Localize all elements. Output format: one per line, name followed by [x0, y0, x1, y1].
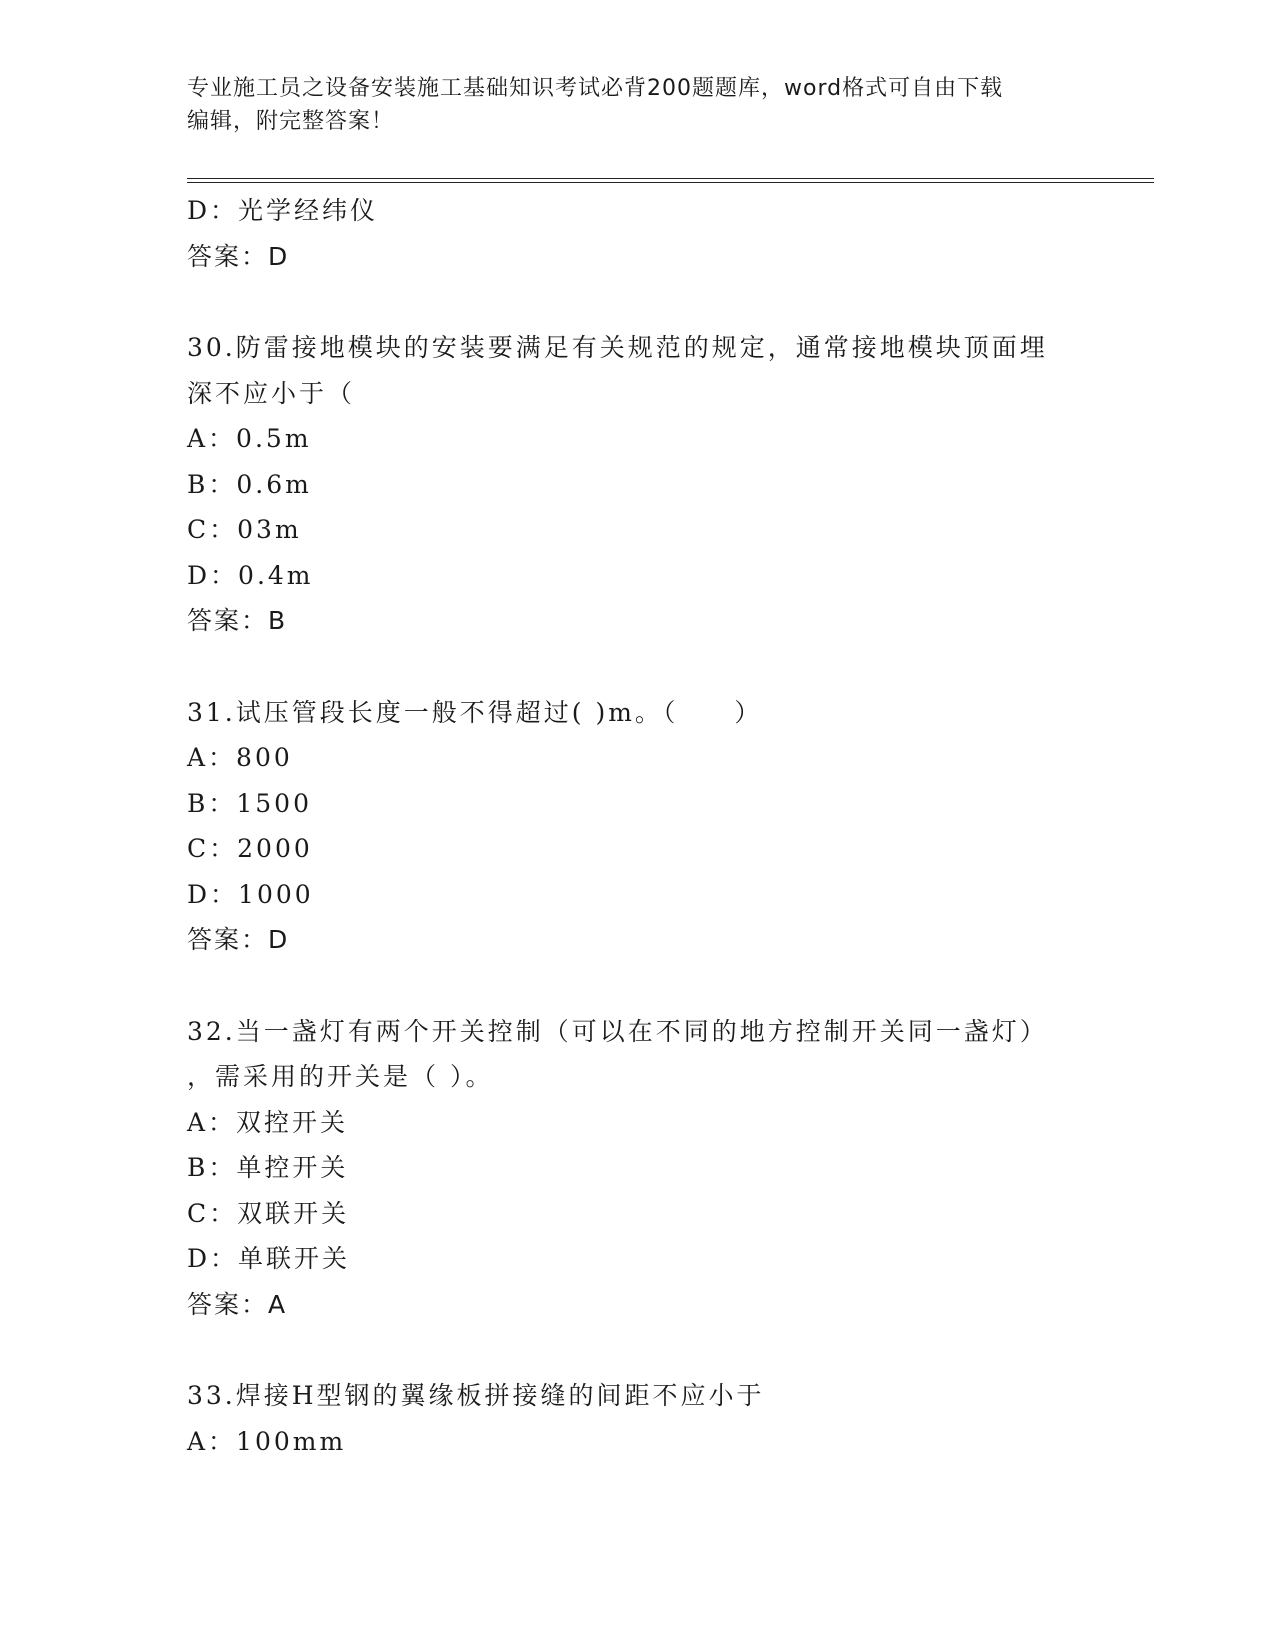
option-b: B：1500 [187, 788, 312, 818]
question-block-32 [187, 1009, 1087, 1328]
header-line-2: 编辑，附完整答案！ [187, 109, 395, 134]
option-a: A：100mm [187, 1426, 347, 1456]
answer-line: 答案：D [187, 241, 290, 271]
option-b: B：单控开关 [187, 1153, 349, 1182]
question-stem-continued: ，需采用的开关是（ ）。 [187, 1062, 494, 1091]
spacer [187, 644, 1087, 690]
option-c: C：03m [187, 515, 302, 544]
question-stem-continued: 深不应小于（ [187, 378, 356, 408]
answer-line: 答案：D [187, 925, 290, 954]
option-c: C：双联开关 [187, 1198, 350, 1228]
question-stem: 32.当一盏灯有两个开关控制（可以在不同的地方控制开关同一盏灯） [187, 1016, 1048, 1046]
spacer [187, 279, 1087, 325]
answer-line: 答案：B [187, 606, 288, 635]
question-block-33 [187, 1373, 1087, 1464]
question-stem: 31.试压管段长度一般不得超过( )m。（ ） [187, 697, 763, 727]
option-b: B：0.6m [187, 469, 312, 499]
option-a: A：双控开关 [187, 1107, 349, 1137]
document-header [187, 72, 1067, 138]
option-d: D：0.4m [187, 560, 314, 590]
question-block-31 [187, 690, 1087, 963]
spacer [187, 963, 1087, 1009]
question-block-30 [187, 325, 1087, 644]
question-stem: 33.焊接H型钢的翼缘板拼接缝的间距不应小于 [187, 1381, 765, 1410]
option-a: A：800 [187, 743, 293, 772]
question-list [187, 188, 1087, 1464]
option-c: C：2000 [187, 834, 313, 863]
header-divider-bottom [187, 182, 1154, 183]
header-line-1: 专业施工员之设备安装施工基础知识考试必背200题题库，word格式可自由下载 [187, 76, 1004, 101]
header-divider-top [187, 178, 1154, 179]
question-block-29 [187, 188, 1087, 279]
spacer [187, 1327, 1087, 1373]
option-d: D：光学经纬仪 [187, 196, 379, 225]
answer-line: 答案：A [187, 1289, 288, 1319]
option-a: A：0.5m [187, 424, 312, 453]
question-stem: 30.防雷接地模块的安装要满足有关规范的规定，通常接地模块顶面埋 [187, 333, 1048, 362]
option-d: D：1000 [187, 879, 314, 909]
option-d: D：单联开关 [187, 1244, 351, 1273]
